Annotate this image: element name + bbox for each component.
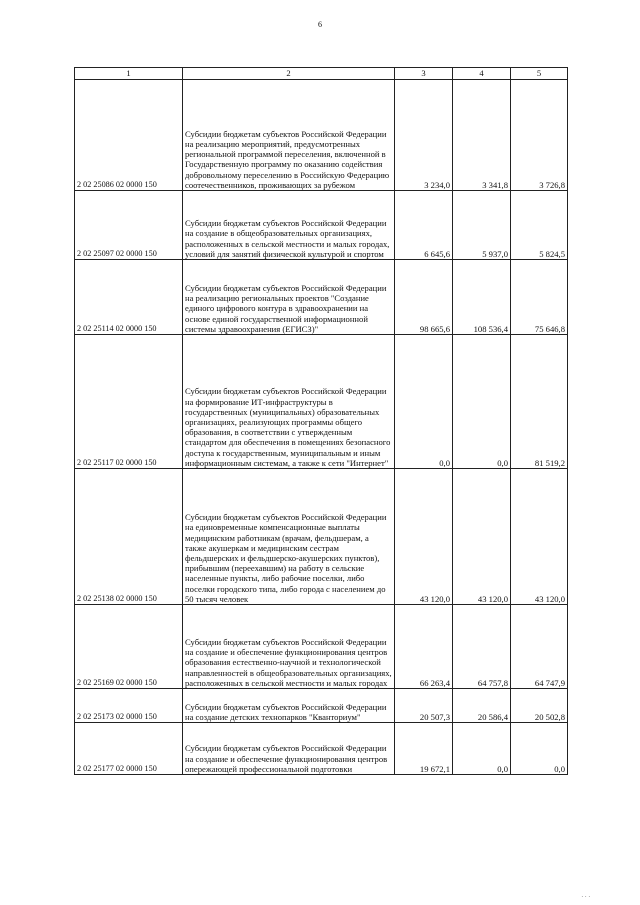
row-value-3: 0,0	[511, 723, 568, 775]
row-value-1: 0,0	[395, 335, 453, 469]
row-code: 2 02 25173 02 0000 150	[75, 689, 183, 723]
row-name: Субсидии бюджетам субъектов Российской Федерации на создание детских технопарков "Кванториум"	[183, 689, 395, 723]
row-value-2: 0,0	[453, 723, 511, 775]
row-value-2: 20 586,4	[453, 689, 511, 723]
row-value-1: 43 120,0	[395, 469, 453, 605]
row-value-1: 3 234,0	[395, 80, 453, 191]
row-value-1: 20 507,3	[395, 689, 453, 723]
row-name: Субсидии бюджетам субъектов Российской Федерации на создание в общеобразовательных организациях, расположенных в сельской местности и малых городах, условий для занятий физической культурой и спортом	[183, 191, 395, 260]
row-value-1: 19 672,1	[395, 723, 453, 775]
row-value-2: 108 536,4	[453, 260, 511, 335]
row-value-2: 64 757,8	[453, 605, 511, 689]
page-number: 6	[318, 20, 322, 29]
row-value-3: 81 519,2	[511, 335, 568, 469]
row-code: 2 02 25169 02 0000 150	[75, 605, 183, 689]
row-name: Субсидии бюджетам субъектов Российской Федерации на создание и обеспечение функционирования центров образования естественно-научной и технологической направленностей в общеобразовательных организациях, расположенных в сельской местности и малых городах	[183, 605, 395, 689]
row-name: Субсидии бюджетам субъектов Российской Федерации на реализацию региональных проектов "Создание единого цифрового контура в здравоохранении на основе единой государственной информационной системы здравоохранения (ЕГИСЗ)"	[183, 260, 395, 335]
table-row	[75, 469, 568, 605]
row-name: Субсидии бюджетам субъектов Российской Федерации на формирование ИТ-инфраструктуры в государственных (муниципальных) образовательных организациях, реализующих программы общего образования, в соответствии с утвержденным стандартом для обеспечения в помещениях безопасного доступа к государственным, муниципальным и иным информационным системам, а также к сети "Интернет"	[183, 335, 395, 469]
table-row	[75, 80, 568, 191]
row-code: 2 02 25114 02 0000 150	[75, 260, 183, 335]
table-row	[75, 605, 568, 689]
table-row	[75, 335, 568, 469]
column-header-5: 5	[511, 68, 568, 80]
row-value-3: 75 646,8	[511, 260, 568, 335]
row-value-3: 3 726,8	[511, 80, 568, 191]
table-header-row	[75, 68, 568, 80]
budget-revenue-table	[74, 67, 568, 775]
column-header-3: 3	[395, 68, 453, 80]
row-value-2: 0,0	[453, 335, 511, 469]
row-name: Субсидии бюджетам субъектов Российской Федерации на создание и обеспечение функционирования центров опережающей профессиональной подготовки	[183, 723, 395, 775]
row-value-3: 43 120,0	[511, 469, 568, 605]
row-value-2: 43 120,0	[453, 469, 511, 605]
column-header-2: 2	[183, 68, 395, 80]
row-value-1: 66 263,4	[395, 605, 453, 689]
row-value-3: 5 824,5	[511, 191, 568, 260]
row-value-2: 5 937,0	[453, 191, 511, 260]
row-code: 2 02 25097 02 0000 150	[75, 191, 183, 260]
table-row	[75, 689, 568, 723]
table-row	[75, 191, 568, 260]
row-value-3: 20 502,8	[511, 689, 568, 723]
row-name: Субсидии бюджетам субъектов Российской Федерации на реализацию мероприятий, предусмотренных региональной программой переселения, включенной в Государственную программу по оказанию содействия добровольному переселению в Российскую Федерацию соотечественников, проживающих за рубежом	[183, 80, 395, 191]
row-code: 2 02 25117 02 0000 150	[75, 335, 183, 469]
row-value-1: 98 665,6	[395, 260, 453, 335]
column-header-4: 4	[453, 68, 511, 80]
row-value-1: 6 645,6	[395, 191, 453, 260]
row-code: 2 02 25086 02 0000 150	[75, 80, 183, 191]
row-name: Субсидии бюджетам субъектов Российской Федерации на единовременные компенсационные выплаты медицинским работникам (врачам, фельдшерам, а также акушеркам и медицинским сестрам фельдшерских и фельдшерско-акушерских пунктов), прибывшим (переехавшим) на работу в сельские населенные пункты, либо рабочие поселки, либо поселки городского типа, либо города с населением до 50 тысяч человек	[183, 469, 395, 605]
row-code: 2 02 25177 02 0000 150	[75, 723, 183, 775]
row-code: 2 02 25138 02 0000 150	[75, 469, 183, 605]
footer-mark: ...	[581, 893, 592, 899]
column-header-1: 1	[75, 68, 183, 80]
row-value-3: 64 747,9	[511, 605, 568, 689]
table-row	[75, 260, 568, 335]
table-row	[75, 723, 568, 775]
row-value-2: 3 341,8	[453, 80, 511, 191]
